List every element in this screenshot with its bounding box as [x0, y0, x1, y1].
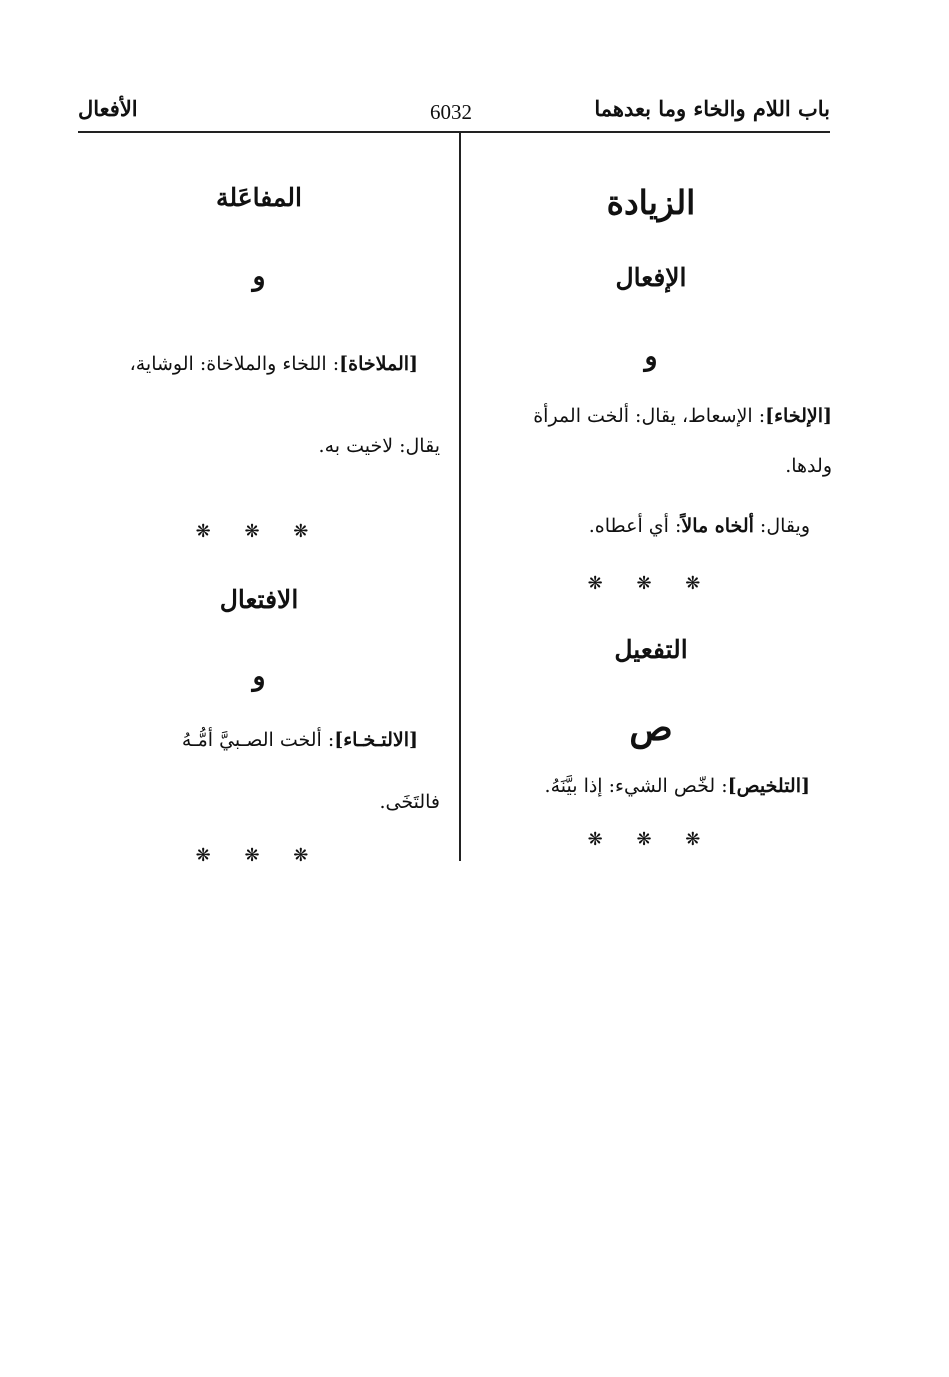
- entry-continuation: يقال: لاخيت به.: [318, 435, 440, 457]
- section-title-mufaala: المفاعَلة: [216, 183, 302, 212]
- section-separator-stars: ❋ ❋ ❋: [587, 829, 715, 850]
- entry-prefix: ويقال:: [753, 515, 810, 537]
- section-title-tafil: التفعيل: [614, 635, 688, 664]
- page-number: 6032: [430, 100, 472, 124]
- entry-headword: [التلخيص]: [727, 775, 810, 797]
- running-title-left: الأفعال: [78, 96, 138, 121]
- header-rule: [78, 131, 830, 133]
- entry-mulakhah: [78, 353, 440, 376]
- entry-headword: [الالتـخـاء]: [334, 729, 418, 751]
- page-header: [78, 96, 830, 132]
- entry-text: : أي أعطاه.: [588, 515, 682, 537]
- entry-headword: [الملاخاة]: [339, 353, 418, 375]
- section-title-iftial: الافتعال: [219, 585, 299, 614]
- entry-continuation: فالتَخَى.: [379, 791, 440, 813]
- root-letter-waw: و: [252, 261, 266, 292]
- entry-continuation: ولدها.: [785, 455, 832, 477]
- section-separator-stars: ❋ ❋ ❋: [587, 573, 715, 594]
- entry-iltikha: [78, 729, 440, 752]
- column-divider: [459, 133, 461, 861]
- entry-text: : اللخاء والملاخاة: الوشاية،: [129, 353, 340, 375]
- main-title: الزيادة: [606, 183, 696, 222]
- root-letter-waw: و: [252, 661, 266, 692]
- root-letter-sad: ص: [629, 707, 673, 749]
- entry-talkhis: [470, 775, 832, 798]
- entry-headword: [الإلخاء]: [765, 405, 832, 427]
- section-separator-stars: ❋ ❋ ❋: [195, 521, 323, 542]
- entry-text: : ألخت الصـبيَّ أمُّـهُ: [181, 729, 335, 751]
- entry-ilkha: [470, 405, 832, 428]
- root-letter-waw: و: [644, 341, 658, 372]
- section-separator-stars: ❋ ❋ ❋: [195, 845, 323, 866]
- entry-alkhahu: [470, 515, 832, 538]
- section-title-ifal: الإفعال: [615, 263, 687, 292]
- entry-headword: ألخاه مالاً: [681, 515, 754, 537]
- entry-text: : الإسعاط، يقال: ألخت المرأة: [533, 405, 766, 427]
- entry-text: : لخّص الشيء: إذا بيَّنَهُ.: [544, 775, 728, 797]
- running-title-right: باب اللام والخاء وما بعدهما: [594, 96, 830, 121]
